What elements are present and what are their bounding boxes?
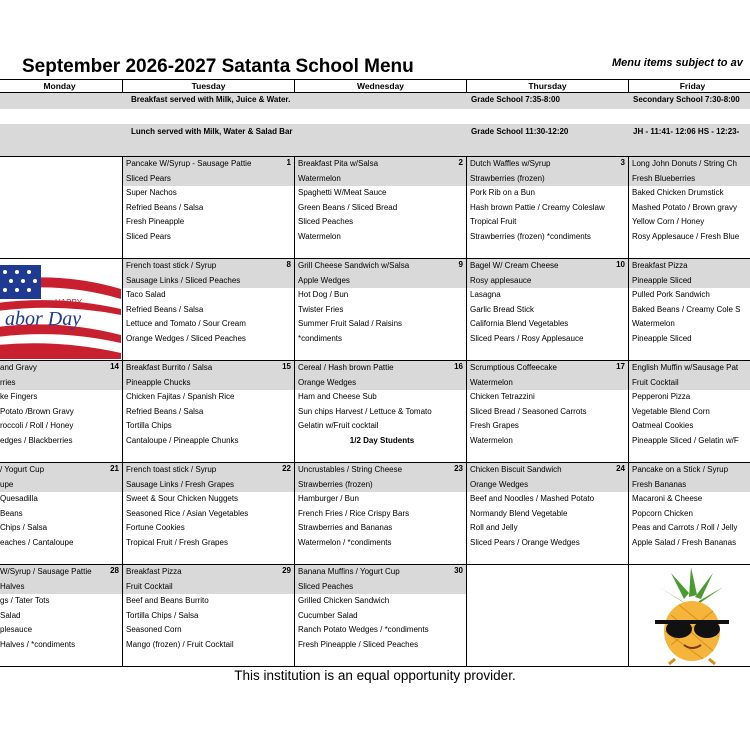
weekday-header <box>0 80 750 93</box>
breakfast-item: Grill Cheese Sandwich w/Salsa <box>295 259 466 274</box>
day-number: 2 <box>458 158 463 167</box>
header-tuesday: Tuesday <box>123 80 295 93</box>
day-number: 3 <box>620 158 625 167</box>
lunch-item: Vegetable Blend Corn <box>632 406 710 416</box>
lunch-item: Pepperoni Pizza <box>632 392 691 402</box>
lunch-item: Cantaloupe / Pineapple Chunks <box>126 435 239 445</box>
lunch-item: Pineapple Sliced <box>632 333 692 343</box>
day-number: 29 <box>282 566 291 575</box>
header-monday: Monday <box>0 80 123 93</box>
lunch-info: Lunch served with Milk, Water & Salad Bar <box>131 127 293 136</box>
day-number: 28 <box>110 566 119 575</box>
day-cell-thursday <box>467 565 629 667</box>
lunch-item: Watermelon <box>470 435 513 445</box>
breakfast-item: French toast stick / Syrup <box>123 463 294 478</box>
secondary-breakfast-time: Secondary School 7:30-8:00 <box>633 95 740 104</box>
lunch-item: Yellow Corn / Honey <box>632 217 705 227</box>
lunch-item: Spaghetti W/Meat Sauce <box>298 188 387 198</box>
day-number: 22 <box>282 464 291 473</box>
page-title: September 2026-2027 Satanta School Menu <box>22 56 414 77</box>
breakfast-item: Orange Wedges <box>467 478 628 493</box>
lunch-item: Peas and Carrots / Roll / Jelly <box>632 523 738 533</box>
day-cell-thursday <box>467 157 629 259</box>
service-info <box>0 93 750 157</box>
lunch-item: Chicken Tetrazzini <box>470 392 535 402</box>
week-row <box>0 565 750 667</box>
lunch-item: roccoli / Roll / Honey <box>0 421 74 431</box>
menu-calendar <box>0 79 750 667</box>
breakfast-item: upe <box>0 478 122 493</box>
breakfast-item: Fruit Cocktail <box>123 580 294 595</box>
lunch-item: Chips / Salsa <box>0 523 48 533</box>
lunch-item: Twister Fries <box>298 304 344 314</box>
day-number: 1 <box>286 158 291 167</box>
lunch-item: French Fries / Rice Crispy Bars <box>298 508 410 518</box>
lunch-item: Lasagna <box>470 290 501 300</box>
lunch-item: Potato /Brown Gravy <box>0 406 74 416</box>
breakfast-item: French toast stick / Syrup <box>123 259 294 274</box>
day-cell-tuesday <box>123 259 295 361</box>
lunch-item: Summer Fruit Salad / Raisins <box>298 319 403 329</box>
day-cell-wednesday <box>295 259 467 361</box>
grade-breakfast-time: Grade School 7:35-8:00 <box>471 95 560 104</box>
breakfast-item: Dutch Waffles w/Syrup <box>467 157 628 172</box>
day-cell-tuesday <box>123 157 295 259</box>
lunch-item: Mango (frozen) / Fruit Cocktail <box>126 639 234 649</box>
breakfast-item: Watermelon <box>467 376 628 391</box>
lunch-item: Popcorn Chicken <box>632 508 693 518</box>
lunch-item: Garlic Bread Stick <box>470 304 535 314</box>
lunch-item: Apple Salad / Fresh Bananas <box>632 537 737 547</box>
lunch-item: Hamburger / Bun <box>298 494 359 504</box>
lunch-item: Oatmeal Cookies <box>632 421 694 431</box>
breakfast-item: English Muffin w/Sausage Pat <box>629 361 750 376</box>
lunch-item: Refried Beans / Salsa <box>126 304 204 314</box>
day-number: 30 <box>454 566 463 575</box>
day-cell-thursday <box>467 463 629 565</box>
lunch-item: Taco Salad <box>126 290 166 300</box>
lunch-item: Mashed Potato / Brown gravy <box>632 202 737 212</box>
lunch-item: Beef and Beans Burrito <box>126 596 209 606</box>
breakfast-item: / Yogurt Cup <box>0 463 122 478</box>
lunch-item: Gelatin w/Fruit cocktail <box>298 421 379 431</box>
breakfast-item: Orange Wedges <box>295 376 466 391</box>
lunch-item: Sliced Pears / Orange Wedges <box>470 537 580 547</box>
day-cell-tuesday <box>123 565 295 667</box>
breakfast-item: Bagel W/ Cream Cheese <box>467 259 628 274</box>
lunch-item: 1/2 Day Students <box>349 435 415 445</box>
breakfast-item: Breakfast Burrito / Salsa <box>123 361 294 376</box>
lunch-item: Fortune Cookies <box>126 523 185 533</box>
week-row <box>0 157 750 259</box>
lunch-item: Halves / *condiments <box>0 639 76 649</box>
lunch-item: Fresh Grapes <box>470 421 519 431</box>
lunch-item: Lettuce and Tomato / Sour Cream <box>126 319 246 329</box>
day-cell-friday <box>629 259 750 361</box>
lunch-item: Sliced Pears <box>126 231 171 241</box>
breakfast-item: rries <box>0 376 122 391</box>
lunch-item: Hot Dog / Bun <box>298 290 349 300</box>
lunch-item: Roll and Jelly <box>470 523 518 533</box>
flag-text-labor-day: abor Day <box>5 308 82 330</box>
breakfast-item: Breakfast Pizza <box>629 259 750 274</box>
breakfast-item: Strawberries (frozen) <box>467 172 628 187</box>
day-cell-friday <box>629 361 750 463</box>
lunch-item: Orange Wedges / Sliced Peaches <box>126 333 246 343</box>
lunch-item: Tortilla Chips / Salsa <box>126 610 199 620</box>
day-number: 21 <box>110 464 119 473</box>
lunch-item: Ham and Cheese Sub <box>298 392 377 402</box>
breakfast-item: Sausage Links / Sliced Peaches <box>123 274 294 289</box>
lunch-item: Strawberries (frozen) *condiments <box>470 231 591 241</box>
breakfast-item: Rosy applesauce <box>467 274 628 289</box>
breakfast-item: Fruit Cocktail <box>629 376 750 391</box>
week-row <box>0 463 750 565</box>
day-cell-wednesday <box>295 463 467 565</box>
breakfast-item: Apple Wedges <box>295 274 466 289</box>
day-number: 16 <box>454 362 463 371</box>
lunch-item: Beef and Noodles / Mashed Potato <box>470 494 595 504</box>
breakfast-item: Fresh Blueberries <box>629 172 750 187</box>
breakfast-item: Sliced Peaches <box>295 580 466 595</box>
day-number: 24 <box>616 464 625 473</box>
lunch-item: Pulled Pork Sandwich <box>632 290 710 300</box>
day-cell-monday <box>0 259 123 361</box>
lunch-item: Strawberries and Bananas <box>298 523 393 533</box>
lunch-item: edges / Blackberries <box>0 435 73 445</box>
secondary-lunch-time: JH - 11:41- 12:06 HS - 12:23- <box>633 127 740 136</box>
lunch-item: Chicken Fajitas / Spanish Rice <box>126 392 235 402</box>
day-cell-monday <box>0 463 123 565</box>
subject-note: Menu items subject to av <box>612 57 743 69</box>
lunch-item: Watermelon <box>632 319 675 329</box>
breakfast-item: Breakfast Pizza <box>123 565 294 580</box>
lunch-item: Pork Rib on a Bun <box>470 188 535 198</box>
lunch-item: Sliced Peaches <box>298 217 354 227</box>
week-row <box>0 259 750 361</box>
breakfast-item: Pancake W/Syrup - Sausage Pattie <box>123 157 294 172</box>
breakfast-item: Pineapple Sliced <box>629 274 750 289</box>
lunch-item: Hash brown Pattie / Creamy Coleslaw <box>470 202 605 212</box>
breakfast-item: Cereal / Hash brown Pattie <box>295 361 466 376</box>
lunch-item: eaches / Cantaloupe <box>0 537 74 547</box>
breakfast-item: Watermelon <box>295 172 466 187</box>
day-cell-monday <box>0 361 123 463</box>
breakfast-item: Fresh Bananas <box>629 478 750 493</box>
lunch-item: Tortilla Chips <box>126 421 172 431</box>
header-wednesday: Wednesday <box>295 80 467 93</box>
breakfast-item: Chicken Biscuit Sandwich <box>467 463 628 478</box>
lunch-item: Macaroni & Cheese <box>632 494 703 504</box>
day-cell-tuesday <box>123 361 295 463</box>
labor-day-flag-image <box>0 259 121 359</box>
day-cell-tuesday <box>123 463 295 565</box>
lunch-item: plesauce <box>0 625 33 635</box>
day-number: 14 <box>110 362 119 371</box>
lunch-item: Sliced Pears / Rosy Applesauce <box>470 333 584 343</box>
lunch-item: Fresh Pineapple / Sliced Peaches <box>298 639 419 649</box>
day-number: 23 <box>454 464 463 473</box>
lunch-item: Ranch Potato Wedges / *condiments <box>298 625 429 635</box>
week-row <box>0 361 750 463</box>
breakfast-info: Breakfast served with Milk, Juice & Water. <box>131 95 291 104</box>
lunch-item: Fresh Pineapple <box>126 217 185 227</box>
breakfast-item: and Gravy <box>0 361 122 376</box>
breakfast-item: Banana Muffins / Yogurt Cup <box>295 565 466 580</box>
day-cell-monday <box>0 157 123 259</box>
day-cell-wednesday <box>295 565 467 667</box>
lunch-item: *condiments <box>298 333 343 343</box>
breakfast-item: Pineapple Chucks <box>123 376 294 391</box>
day-number: 9 <box>458 260 463 269</box>
lunch-item: Beans <box>0 508 23 518</box>
flag-text-happy: HAPPY <box>55 298 83 307</box>
footer-statement: This institution is an equal opportunity provider. <box>234 668 516 683</box>
day-number: 10 <box>616 260 625 269</box>
lunch-item: gs / Tater Tots <box>0 596 50 606</box>
lunch-item: Sweet & Sour Chicken Nuggets <box>126 494 239 504</box>
day-cell-friday <box>629 565 750 667</box>
lunch-item: Baked Chicken Drumstick <box>632 188 724 198</box>
lunch-item: California Blend Vegetables <box>470 319 569 329</box>
breakfast-item: Halves <box>0 580 122 595</box>
breakfast-item: W/Syrup / Sausage Pattie <box>0 565 122 580</box>
lunch-item: Pineapple Sliced / Gelatin w/F <box>632 435 739 445</box>
lunch-item: Baked Beans / Creamy Cole S <box>632 304 741 314</box>
lunch-item: Grilled Chicken Sandwich <box>298 596 390 606</box>
breakfast-item: Uncrustables / String Cheese <box>295 463 466 478</box>
day-number: 17 <box>616 362 625 371</box>
breakfast-item: Long John Donuts / String Ch <box>629 157 750 172</box>
breakfast-item: Breakfast Pita w/Salsa <box>295 157 466 172</box>
breakfast-item: Pancake on a Stick / Syrup <box>629 463 750 478</box>
lunch-item: Cucumber Salad <box>298 610 358 620</box>
lunch-item: Rosy Applesauce / Fresh Blue <box>632 231 740 241</box>
lunch-item: Green Beans / Sliced Bread <box>298 202 398 212</box>
day-cell-wednesday <box>295 361 467 463</box>
lunch-item: Sliced Bread / Seasoned Carrots <box>470 406 587 416</box>
lunch-item: Sun chips Harvest / Lettuce & Tomato <box>298 406 432 416</box>
header-thursday: Thursday <box>467 80 629 93</box>
day-number: 8 <box>286 260 291 269</box>
breakfast-item: Sausage Links / Fresh Grapes <box>123 478 294 493</box>
lunch-item: ke Fingers <box>0 392 38 402</box>
lunch-item: Refried Beans / Salsa <box>126 202 204 212</box>
lunch-item: Seasoned Rice / Asian Vegetables <box>126 508 249 518</box>
day-cell-monday <box>0 565 123 667</box>
day-cell-wednesday <box>295 157 467 259</box>
weeks <box>0 157 750 667</box>
day-cell-friday <box>629 157 750 259</box>
pineapple-sunglasses-image <box>629 565 750 665</box>
lunch-item: Seasoned Corn <box>126 625 182 635</box>
lunch-item: Super Nachos <box>126 188 177 198</box>
lunch-item: Refried Beans / Salsa <box>126 406 204 416</box>
day-cell-friday <box>629 463 750 565</box>
lunch-item: Tropical Fruit <box>470 217 517 227</box>
lunch-item: Salad <box>0 610 21 620</box>
breakfast-item: Scrumptious Coffeecake <box>467 361 628 376</box>
grade-lunch-time: Grade School 11:30-12:20 <box>471 127 569 136</box>
header-friday: Friday <box>629 80 750 93</box>
lunch-item: Watermelon / *condiments <box>298 537 392 547</box>
day-cell-thursday <box>467 259 629 361</box>
breakfast-item: Sliced Pears <box>123 172 294 187</box>
lunch-item: Normandy Blend Vegetable <box>470 508 568 518</box>
day-number: 15 <box>282 362 291 371</box>
breakfast-item: Strawberries (frozen) <box>295 478 466 493</box>
lunch-item: Quesadilla <box>0 494 38 504</box>
lunch-item: Tropical Fruit / Fresh Grapes <box>126 537 228 547</box>
lunch-item: Watermelon <box>298 231 341 241</box>
day-cell-thursday <box>467 361 629 463</box>
